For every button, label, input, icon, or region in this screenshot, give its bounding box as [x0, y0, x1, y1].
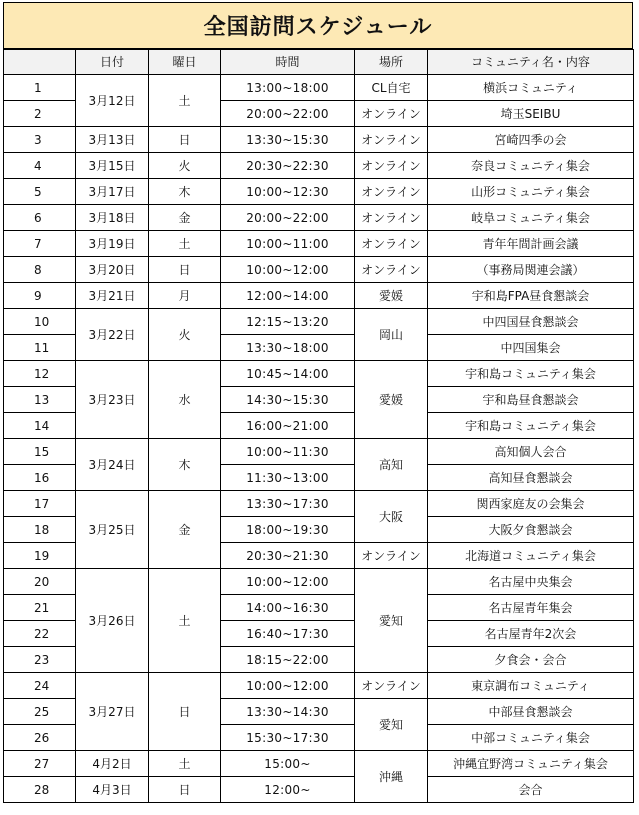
place-cell: オンライン — [355, 543, 428, 569]
day-cell: 金 — [149, 205, 221, 231]
date-cell: 3月25日 — [76, 491, 149, 569]
content-cell: 宇和島昼食懇談会 — [428, 387, 634, 413]
day-cell: 月 — [149, 283, 221, 309]
date-cell: 3月24日 — [76, 439, 149, 491]
content-cell: 夕食会・会合 — [428, 647, 634, 673]
row-number: 3 — [4, 127, 76, 153]
time-cell: 18:15~22:00 — [221, 647, 355, 673]
time-cell: 10:45~14:00 — [221, 361, 355, 387]
time-cell: 13:30~17:30 — [221, 491, 355, 517]
place-cell: オンライン — [355, 231, 428, 257]
time-cell: 16:00~21:00 — [221, 413, 355, 439]
row-number: 9 — [4, 283, 76, 309]
time-cell: 10:00~11:00 — [221, 231, 355, 257]
table-row — [4, 127, 634, 153]
header-time: 時間 — [221, 50, 355, 75]
date-cell: 3月17日 — [76, 179, 149, 205]
table-row — [4, 439, 634, 465]
day-cell: 日 — [149, 777, 221, 803]
table-row — [4, 777, 634, 803]
content-cell: 宇和島コミュニティ集会 — [428, 361, 634, 387]
time-cell: 14:30~15:30 — [221, 387, 355, 413]
day-cell: 日 — [149, 673, 221, 751]
table-row — [4, 361, 634, 387]
table-row — [4, 283, 634, 309]
content-cell: 中部昼食懇談会 — [428, 699, 634, 725]
day-cell: 火 — [149, 309, 221, 361]
row-number: 11 — [4, 335, 76, 361]
content-cell: 宇和島コミュニティ集会 — [428, 413, 634, 439]
place-cell: オンライン — [355, 127, 428, 153]
place-cell: 岡山 — [355, 309, 428, 361]
time-cell: 11:30~13:00 — [221, 465, 355, 491]
time-cell: 15:00~ — [221, 751, 355, 777]
header-day: 曜日 — [149, 50, 221, 75]
time-cell: 20:30~21:30 — [221, 543, 355, 569]
place-cell: オンライン — [355, 205, 428, 231]
header-place: 場所 — [355, 50, 428, 75]
place-cell: 愛知 — [355, 699, 428, 751]
content-cell: 山形コミュニティ集会 — [428, 179, 634, 205]
time-cell: 20:00~22:00 — [221, 205, 355, 231]
table-row — [4, 309, 634, 335]
table-row — [4, 257, 634, 283]
row-number: 10 — [4, 309, 76, 335]
row-number: 4 — [4, 153, 76, 179]
row-number: 16 — [4, 465, 76, 491]
content-cell: 岐阜コミュニティ集会 — [428, 205, 634, 231]
schedule-table — [3, 49, 634, 803]
time-cell: 20:30~22:30 — [221, 153, 355, 179]
content-cell: 沖縄宜野湾コミュニティ集会 — [428, 751, 634, 777]
table-row — [4, 491, 634, 517]
place-cell: オンライン — [355, 101, 428, 127]
row-number: 17 — [4, 491, 76, 517]
row-number: 5 — [4, 179, 76, 205]
table-row — [4, 75, 634, 101]
time-cell: 14:00~16:30 — [221, 595, 355, 621]
content-cell: 名古屋中央集会 — [428, 569, 634, 595]
time-cell: 20:00~22:00 — [221, 101, 355, 127]
row-number: 22 — [4, 621, 76, 647]
table-row — [4, 569, 634, 595]
date-cell: 4月3日 — [76, 777, 149, 803]
place-cell: 大阪 — [355, 491, 428, 543]
table-row — [4, 751, 634, 777]
day-cell: 日 — [149, 257, 221, 283]
header-row — [4, 50, 634, 75]
content-cell: （事務局関連会議） — [428, 257, 634, 283]
day-cell: 金 — [149, 491, 221, 569]
row-number: 24 — [4, 673, 76, 699]
date-cell: 3月21日 — [76, 283, 149, 309]
date-cell: 3月22日 — [76, 309, 149, 361]
date-cell: 3月20日 — [76, 257, 149, 283]
date-cell: 3月27日 — [76, 673, 149, 751]
place-cell: オンライン — [355, 153, 428, 179]
time-cell: 10:00~12:00 — [221, 673, 355, 699]
time-cell: 16:40~17:30 — [221, 621, 355, 647]
date-cell: 4月2日 — [76, 751, 149, 777]
day-cell: 土 — [149, 75, 221, 127]
time-cell: 12:00~ — [221, 777, 355, 803]
time-cell: 18:00~19:30 — [221, 517, 355, 543]
row-number: 14 — [4, 413, 76, 439]
date-cell: 3月15日 — [76, 153, 149, 179]
row-number: 27 — [4, 751, 76, 777]
table-row — [4, 673, 634, 699]
time-cell: 10:00~12:00 — [221, 569, 355, 595]
row-number: 20 — [4, 569, 76, 595]
place-cell: オンライン — [355, 673, 428, 699]
date-cell: 3月13日 — [76, 127, 149, 153]
row-number: 12 — [4, 361, 76, 387]
place-cell: CL自宅 — [355, 75, 428, 101]
row-number: 8 — [4, 257, 76, 283]
content-cell: 中部コミュニティ集会 — [428, 725, 634, 751]
row-number: 23 — [4, 647, 76, 673]
time-cell: 13:00~18:00 — [221, 75, 355, 101]
content-cell: 大阪夕食懇談会 — [428, 517, 634, 543]
content-cell: 東京調布コミュニティ — [428, 673, 634, 699]
row-number: 7 — [4, 231, 76, 257]
place-cell: 愛知 — [355, 569, 428, 673]
page-title: 全国訪問スケジュール — [3, 2, 633, 49]
place-cell: 沖縄 — [355, 751, 428, 803]
day-cell: 土 — [149, 569, 221, 673]
day-cell: 土 — [149, 231, 221, 257]
row-number: 28 — [4, 777, 76, 803]
schedule-sheet — [3, 2, 633, 803]
day-cell: 木 — [149, 439, 221, 491]
day-cell: 火 — [149, 153, 221, 179]
content-cell: 宮崎四季の会 — [428, 127, 634, 153]
content-cell: 高知昼食懇談会 — [428, 465, 634, 491]
content-cell: 奈良コミュニティ集会 — [428, 153, 634, 179]
time-cell: 10:00~11:30 — [221, 439, 355, 465]
content-cell: 宇和島FPA昼食懇談会 — [428, 283, 634, 309]
row-number: 19 — [4, 543, 76, 569]
date-cell: 3月18日 — [76, 205, 149, 231]
content-cell: 関西家庭友の会集会 — [428, 491, 634, 517]
row-number: 21 — [4, 595, 76, 621]
row-number: 26 — [4, 725, 76, 751]
content-cell: 高知個人会合 — [428, 439, 634, 465]
date-cell: 3月12日 — [76, 75, 149, 127]
content-cell: 会合 — [428, 777, 634, 803]
row-number: 2 — [4, 101, 76, 127]
content-cell: 青年年間計画会議 — [428, 231, 634, 257]
table-row — [4, 153, 634, 179]
day-cell: 水 — [149, 361, 221, 439]
place-cell: 愛媛 — [355, 283, 428, 309]
time-cell: 12:15~13:20 — [221, 309, 355, 335]
time-cell: 10:00~12:00 — [221, 257, 355, 283]
content-cell: 中四国昼食懇談会 — [428, 309, 634, 335]
date-cell: 3月26日 — [76, 569, 149, 673]
content-cell: 中四国集会 — [428, 335, 634, 361]
row-number: 6 — [4, 205, 76, 231]
content-cell: 横浜コミュニティ — [428, 75, 634, 101]
place-cell: 高知 — [355, 439, 428, 491]
day-cell: 土 — [149, 751, 221, 777]
row-number: 13 — [4, 387, 76, 413]
day-cell: 日 — [149, 127, 221, 153]
place-cell: オンライン — [355, 257, 428, 283]
place-cell: オンライン — [355, 179, 428, 205]
time-cell: 13:30~14:30 — [221, 699, 355, 725]
content-cell: 名古屋青年2次会 — [428, 621, 634, 647]
date-cell: 3月23日 — [76, 361, 149, 439]
table-row — [4, 179, 634, 205]
table-row — [4, 231, 634, 257]
header-date: 日付 — [76, 50, 149, 75]
place-cell: 愛媛 — [355, 361, 428, 439]
time-cell: 13:30~18:00 — [221, 335, 355, 361]
time-cell: 10:00~12:30 — [221, 179, 355, 205]
header-content: コミュニティ名・内容 — [428, 50, 634, 75]
row-number: 18 — [4, 517, 76, 543]
time-cell: 12:00~14:00 — [221, 283, 355, 309]
row-number: 25 — [4, 699, 76, 725]
date-cell: 3月19日 — [76, 231, 149, 257]
content-cell: 北海道コミュニティ集会 — [428, 543, 634, 569]
table-row — [4, 205, 634, 231]
content-cell: 埼玉SEIBU — [428, 101, 634, 127]
time-cell: 15:30~17:30 — [221, 725, 355, 751]
time-cell: 13:30~15:30 — [221, 127, 355, 153]
header-no — [4, 50, 76, 75]
row-number: 1 — [4, 75, 76, 101]
row-number: 15 — [4, 439, 76, 465]
day-cell: 木 — [149, 179, 221, 205]
content-cell: 名古屋青年集会 — [428, 595, 634, 621]
